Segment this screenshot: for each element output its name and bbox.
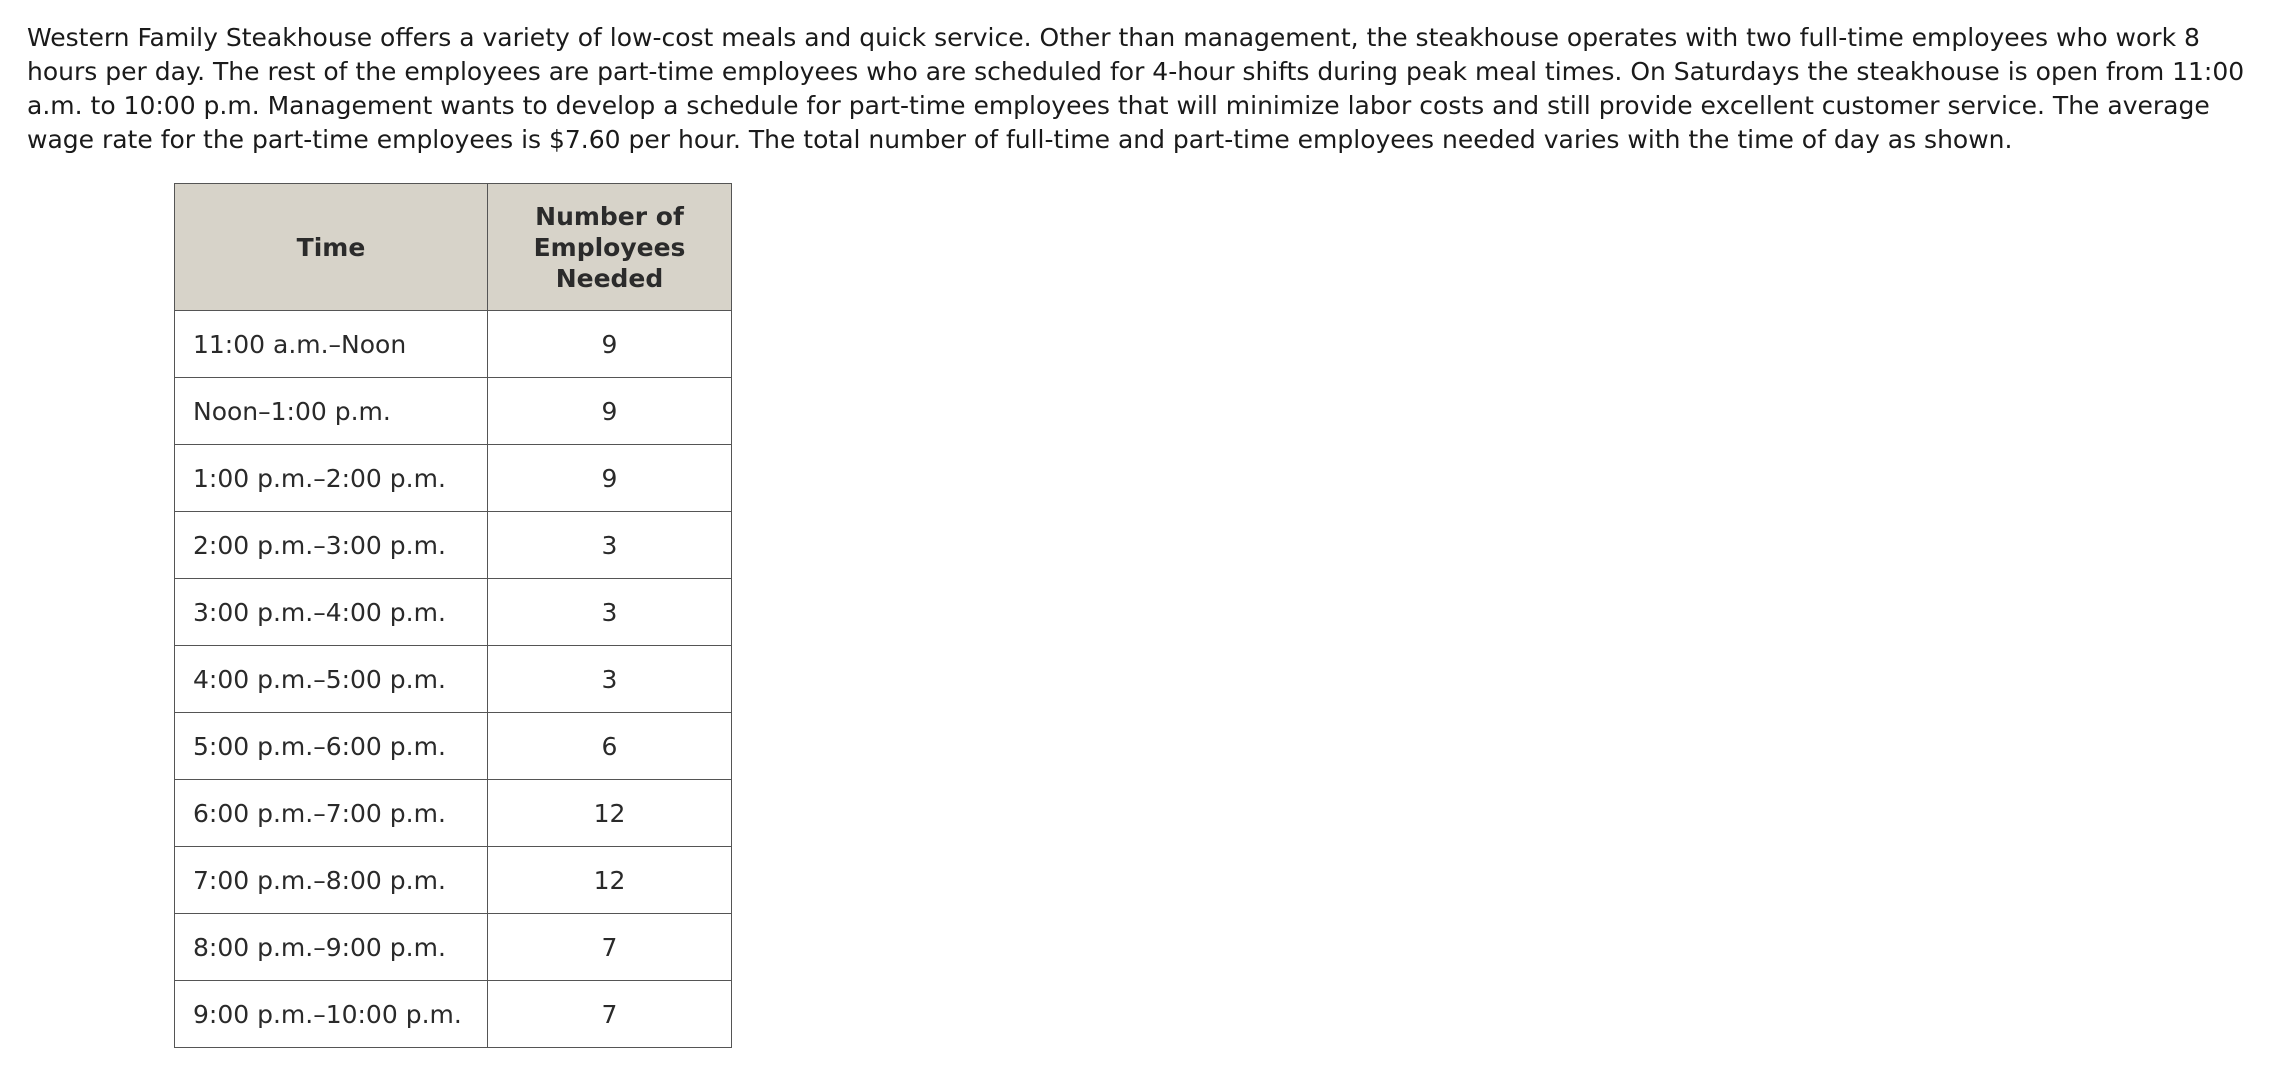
employees-needed-cell: 6 [488,713,732,780]
header-line: Number of [535,201,684,231]
time-column-header: Time [175,184,488,311]
time-cell: 6:00 p.m.–7:00 p.m. [175,780,488,847]
employees-needed-cell: 12 [488,780,732,847]
header-line: Employees [533,232,686,262]
header-line: Needed [555,263,664,293]
table-row [175,780,732,847]
employees-needed-cell: 9 [488,378,732,445]
time-cell: 9:00 p.m.–10:00 p.m. [175,981,488,1048]
time-cell: 7:00 p.m.–8:00 p.m. [175,847,488,914]
employees-needed-cell: 7 [488,914,732,981]
employees-needed-column-header [488,184,732,311]
table-row [175,378,732,445]
employees-needed-cell: 9 [488,311,732,378]
table-header-row [175,184,732,311]
employees-needed-cell: 12 [488,847,732,914]
time-cell: 4:00 p.m.–5:00 p.m. [175,646,488,713]
table-row [175,445,732,512]
time-cell: 5:00 p.m.–6:00 p.m. [175,713,488,780]
table-row [175,847,732,914]
table-row [175,512,732,579]
table-row [175,713,732,780]
table-row [175,579,732,646]
table-row [175,646,732,713]
employees-needed-cell: 3 [488,646,732,713]
time-cell: 2:00 p.m.–3:00 p.m. [175,512,488,579]
time-cell: Noon–1:00 p.m. [175,378,488,445]
time-cell: 3:00 p.m.–4:00 p.m. [175,579,488,646]
employees-needed-cell: 7 [488,981,732,1048]
time-cell: 1:00 p.m.–2:00 p.m. [175,445,488,512]
employees-needed-cell: 3 [488,579,732,646]
employees-needed-table [174,183,732,1048]
table-row [175,311,732,378]
time-cell: 8:00 p.m.–9:00 p.m. [175,914,488,981]
table-row [175,981,732,1048]
problem-statement: Western Family Steakhouse offers a variety of low-cost meals and quick service. Other than management, the steakhouse operates with two full-time employees who work 8 hours per day. The rest of the employees are part-time employees who are scheduled for 4-hour shifts during peak meal times. On Saturdays the steakhouse is open from 11:00 a.m. to 10:00 p.m. Management wants to develop a schedule for part-time employees that will minimize labor costs and still provide excellent customer service. The average wage rate for the part-time employees is $7.60 per hour. The total number of full-time and part-time employees needed varies with the time of day as shown. [27,23,2245,154]
table-row [175,914,732,981]
time-cell: 11:00 a.m.–Noon [175,311,488,378]
employees-needed-cell: 3 [488,512,732,579]
employees-needed-cell: 9 [488,445,732,512]
